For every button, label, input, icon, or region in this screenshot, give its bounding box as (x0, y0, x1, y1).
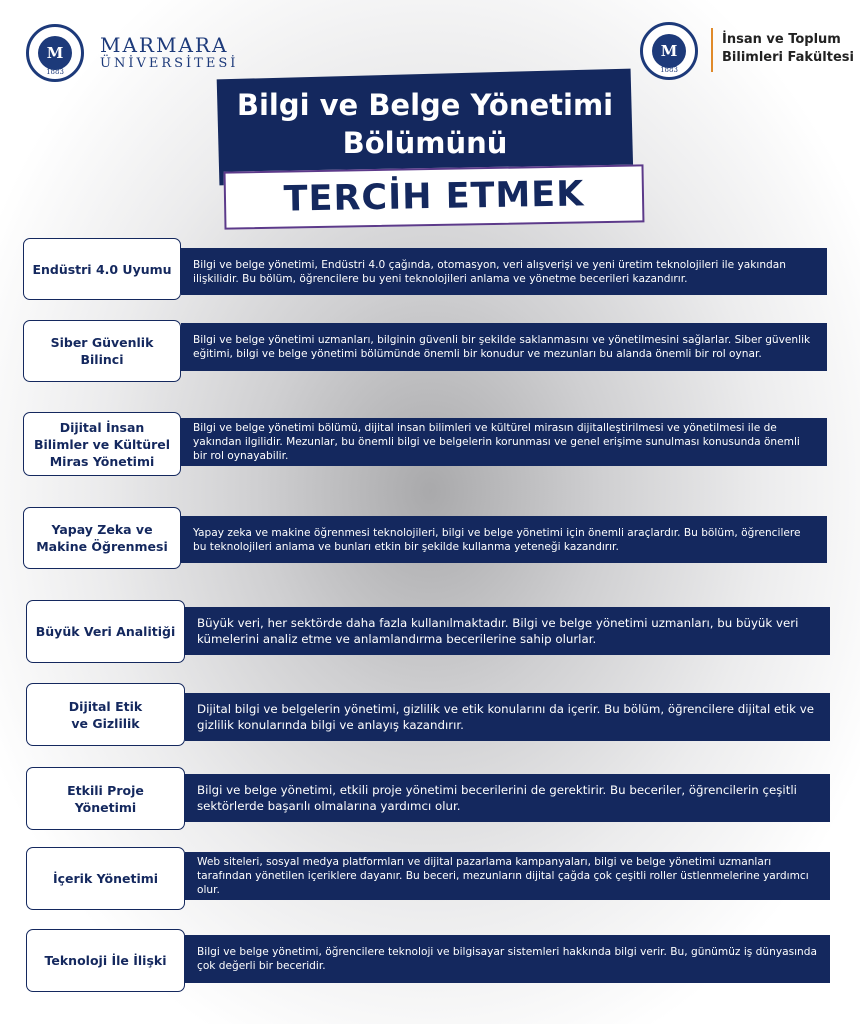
seal-monogram: M (38, 36, 72, 70)
hero-title (218, 86, 632, 162)
feature-label-7: Etkili Proje Yönetimi (26, 767, 185, 830)
feature-description-text: Yapay zeka ve makine öğrenmesi teknolojileri, bilgi ve belge yönetimi için önemli araçlardır. Bu bölüm, öğrencilere bu teknolojileri anlama ve bunları etkin bir şekilde kullanma yeteneği kazandırır. (193, 526, 801, 553)
feature-description-4 (181, 516, 827, 563)
marmara-seal-icon (26, 24, 84, 82)
university-name-line1: MARMARA (100, 33, 229, 57)
feature-description-6 (185, 693, 830, 741)
cta-text: TERCİH ETMEK (283, 174, 585, 220)
feature-description-7 (185, 774, 830, 822)
faculty-seal-monogram: M (652, 34, 686, 68)
feature-label-1: Endüstri 4.0 Uyumu (23, 238, 181, 300)
feature-label-8: İçerik Yönetimi (26, 847, 185, 910)
faculty-divider (711, 28, 713, 72)
feature-label-6: Dijital Etik ve Gizlilik (26, 683, 185, 746)
feature-description-1 (181, 248, 827, 295)
feature-description-2 (181, 323, 827, 371)
faculty-seal-year: 1883 (660, 66, 678, 74)
faculty-name-line1: İnsan ve Toplum (722, 32, 841, 47)
feature-description-text: Web siteleri, sosyal medya platformları ve dijital pazarlama kampanyaları, bilgi ve belge yönetimi uzmanları tarafından yönetilen içeriklere dayanır. Bu beceri, mezunların dijital çağda çok çeşitli roller üstlenmelerine yardımcı olur. (197, 856, 809, 896)
faculty-name-line2: Bilimleri Fakültesi (722, 50, 854, 65)
faculty-seal-icon (640, 22, 698, 80)
feature-description-text: Bilgi ve belge yönetimi bölümü, dijital insan bilimleri ve kültürel mirasın dijitalleştirilmesi ve yönetilmesi ile de yakından ilgilidir. Mezunlar, bu önemli bilgi ve belgelerin korunması ve genel erişime sunulması konusunda önemli bir rol oynayabilir. (193, 422, 800, 462)
hero-title-line1: Bilgi ve Belge Yönetimi (236, 88, 614, 122)
feature-label-9: Teknoloji İle İlişki (26, 929, 185, 992)
feature-label-3: Dijital İnsan Bilimler ve Kültürel Miras Yönetimi (23, 412, 181, 476)
feature-description-3 (181, 418, 827, 466)
feature-label-2: Siber Güvenlik Bilinci (23, 320, 181, 382)
hero-title-line2: Bölümünü (342, 126, 508, 160)
feature-description-text: Bilgi ve belge yönetimi, öğrencilere teknoloji ve bilgisayar sistemleri hakkında bilgi verir. Bu, günümüz iş dünyasında çok değerli bir beceridir. (197, 946, 817, 972)
feature-description-9 (185, 935, 830, 983)
feature-description-text: Bilgi ve belge yönetimi uzmanları, bilginin güvenli bir şekilde saklanmasını ve yönetilmesini sağlarlar. Siber güvenlik eğitimi, bilgi ve belge yönetimi bölümünde önemli bir konudur ve mezunları bu alanda önemli bir rol oynar. (193, 334, 811, 360)
feature-description-text: Büyük veri, her sektörde daha fazla kullanılmaktadır. Bilgi ve belge yönetimi uzmanları, bu büyük veri kümelerini analiz etme ve anlamlandırma becerilerine sahip olurlar. (197, 616, 799, 646)
university-name (100, 34, 238, 72)
seal-year: 1883 (46, 68, 64, 76)
feature-label-4: Yapay Zeka ve Makine Öğrenmesi (23, 507, 181, 569)
feature-description-text: Bilgi ve belge yönetimi, etkili proje yönetimi becerilerini de gerektirir. Bu beceriler, öğrencilerin çeşitli sektörlerde başarılı olmalarına yardımcı olur. (197, 783, 797, 813)
feature-description-5 (185, 607, 830, 655)
feature-label-5: Büyük Veri Analitiği (26, 600, 185, 663)
faculty-name (722, 31, 854, 67)
university-name-line2: ÜNİVERSİTESİ (100, 56, 239, 71)
feature-description-text: Dijital bilgi ve belgelerin yönetimi, gizlilik ve etik konularını da içerir. Bu bölüm, öğrencilere dijital etik ve gizlilik konularında bilgi ve anlayış kazandırır. (197, 702, 814, 732)
feature-description-8 (185, 852, 830, 900)
feature-description-text: Bilgi ve belge yönetimi, Endüstri 4.0 çağında, otomasyon, veri alışverişi ve yeni üretim teknolojileri ile yakından ilişkilidir. Bu bölüm, öğrencilere bu yeni teknolojileri anlama ve yönetme becerileri kazandırır. (193, 258, 786, 285)
